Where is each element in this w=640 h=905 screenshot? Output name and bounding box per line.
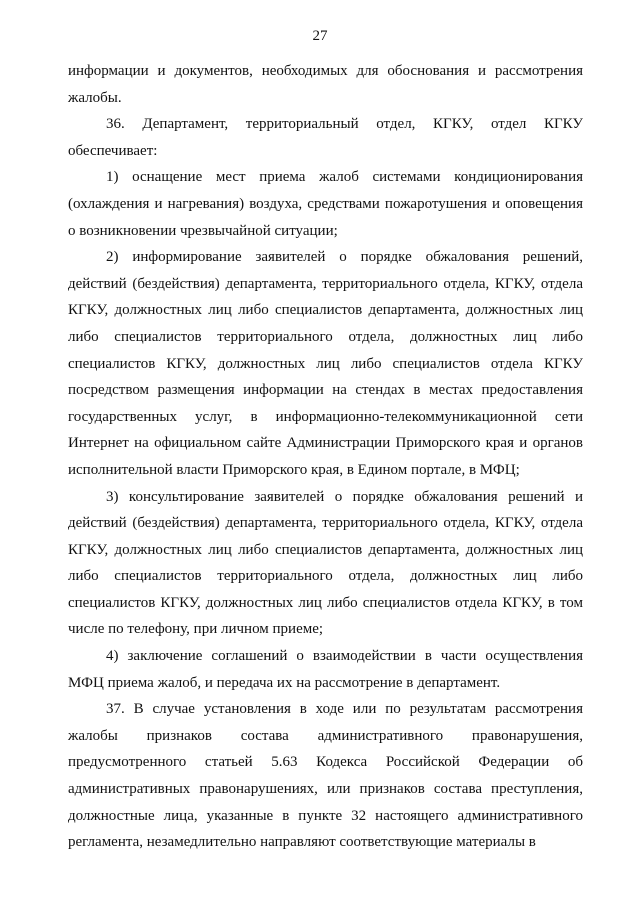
paragraph-36-item-3: 3) консультирование заявителей о порядке обжалования решений и действий (бездействия) департамента, территориального отдела, КГКУ, отдела КГКУ, должностных лиц либо специалистов департамента, должностных лиц либо специалистов территориального отдела, должностных лиц либо специалистов КГКУ, должностных лиц либо специалистов отдела КГКУ, в том числе по телефону, при личном приеме; <box>68 488 583 638</box>
paragraph-36-item-1: 1) оснащение мест приема жалоб системами кондиционирования (охлаждения и нагревания) воздуха, средствами пожаротушения и оповещения о возникновении чрезвычайной ситуации; <box>68 169 583 239</box>
paragraph-36-item-2: 2) информирование заявителей о порядке обжалования решений, действий (бездействия) департамента, территориального отдела, КГКУ, отдела КГКУ, должностных лиц либо специалистов департамента, должностных лиц либо специалистов территориального отдела, должностных лиц либо специалистов КГКУ, должностных лиц либо специалистов отдела КГКУ посредством размещения информации на стендах в местах предоставления государственных услуг, в информационно-телекоммуникационной сети Интернет на официальном сайте Администрации Приморского края и органов исполнительной власти Приморского края, в Едином портале, в МФЦ; <box>68 249 583 478</box>
page-number: 27 <box>312 28 328 44</box>
paragraph-37: 37. В случае установления в ходе или по результатам рассмотрения жалобы признаков состава административного правонарушения, предусмотренного статьей 5.63 Кодекса Российской Федерации об административных правонарушениях, или признаков состава преступления, должностные лица, указанные в пункте 32 настоящего административного регламента, незамедлительно направляют соответствующие материалы в <box>68 701 583 851</box>
document-body <box>68 58 583 856</box>
paragraph-continuation: информации и документов, необходимых для обоснования и рассмотрения жалобы. <box>68 63 583 106</box>
paragraph-36-item-4: 4) заключение соглашений о взаимодействии в части осуществления МФЦ приема жалоб, и передача их на рассмотрение в департамент. <box>68 648 583 691</box>
paragraph-36: 36. Департамент, территориальный отдел, КГКУ, отдел КГКУ обеспечивает: <box>68 116 583 159</box>
